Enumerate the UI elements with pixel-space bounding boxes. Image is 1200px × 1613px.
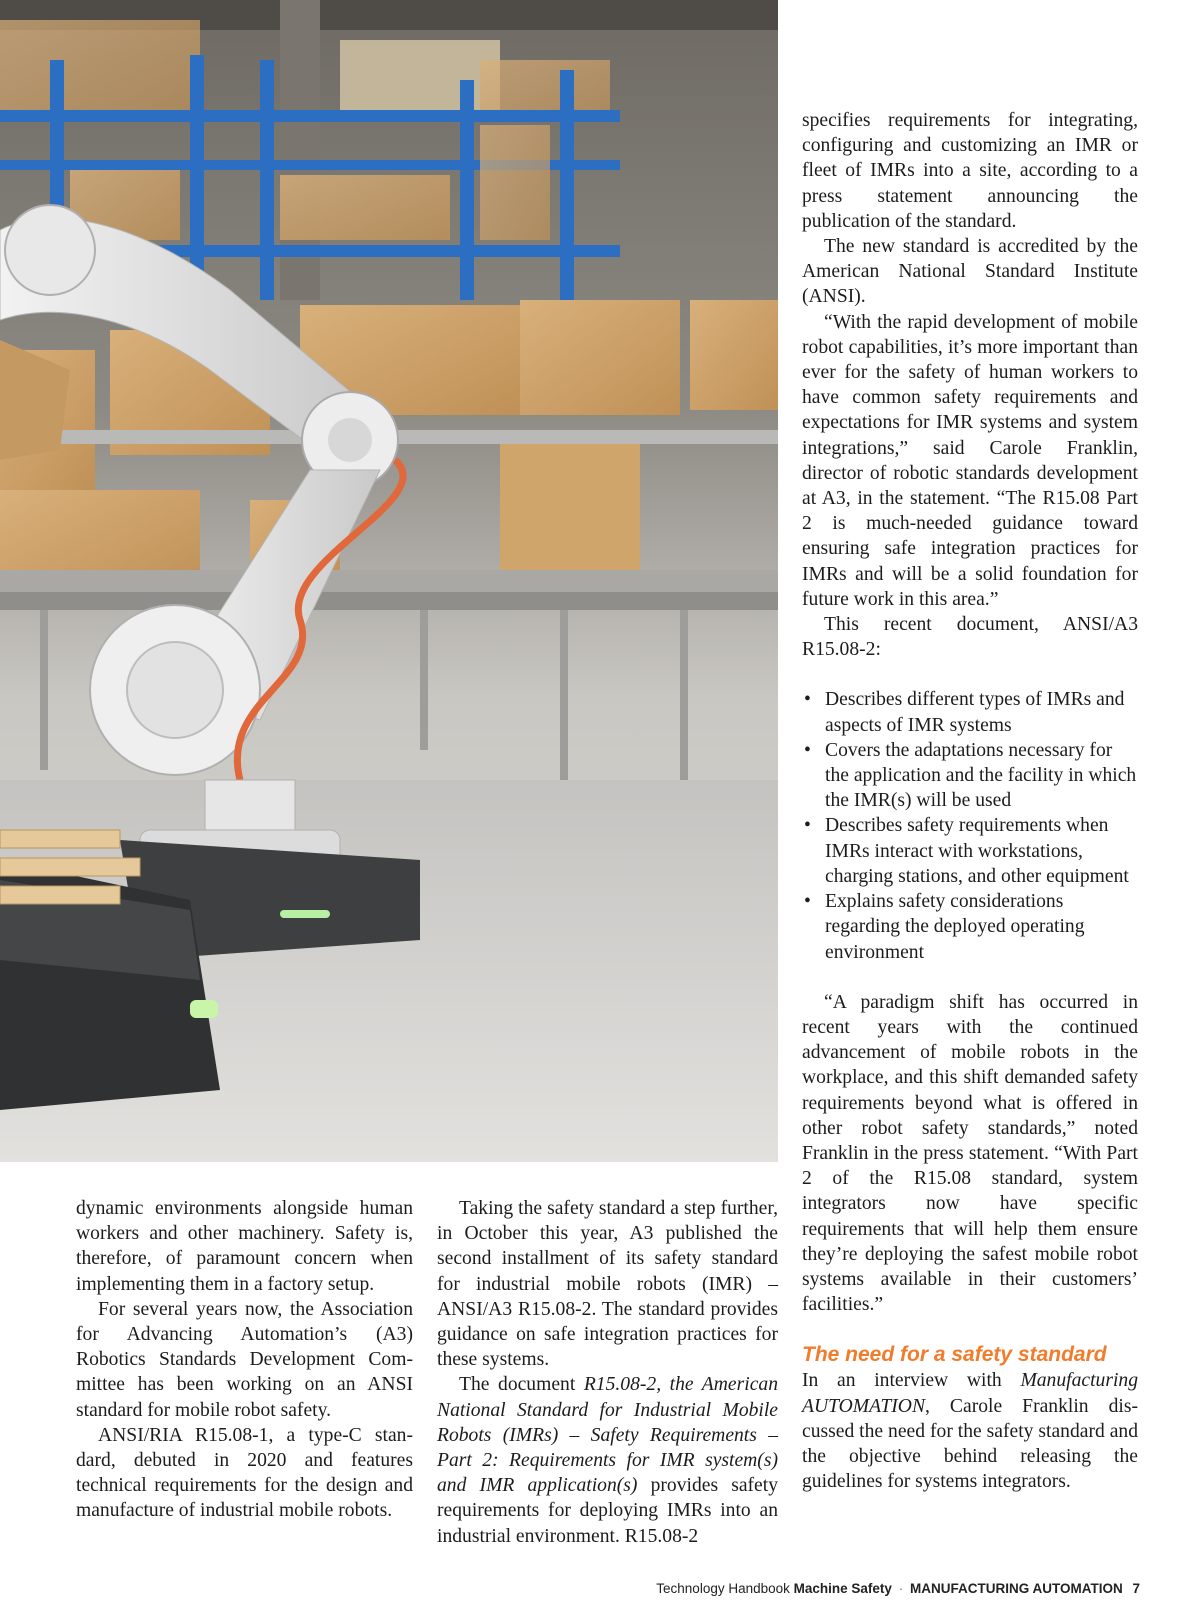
article-column-2 — [437, 1196, 778, 1549]
footer-publication: Technology Handbook — [656, 1581, 790, 1596]
section-subheading: The need for a safety standard — [802, 1343, 1107, 1367]
footer-separator: · — [898, 1581, 904, 1596]
list-item: • Explains safety considerations regarding the deployed operating environment — [802, 889, 1138, 965]
page-number: 7 — [1132, 1581, 1140, 1596]
body-text: provides safety requirements for deploying IMRs into an industrial environment. R15.08-2 — [437, 1475, 778, 1547]
body-paragraph: dynamic environments alongside human workers and other machinery. Safety is, therefore, of paramount concern when implementing them in a factory setup. — [76, 1198, 413, 1295]
body-paragraph: The new standard is accredited by the American National Standard Institute (ANSI). — [802, 236, 1138, 308]
document-title-italic: R15.08-2, the American National Standard for Industrial Mobile Robots (IMRs) – Safety Requirements – Part 2: Requirements for IMR system(s) and IMR application(s) — [437, 1374, 778, 1497]
publication-name-italic: Manufacturing AUTOMATION — [802, 1370, 1138, 1417]
standard-features-list — [802, 687, 1138, 964]
list-item: • Covers the adaptations necessary for the application and the facility in which the IMR(s) will be used — [802, 738, 1138, 814]
footer-section: Machine Safety — [793, 1581, 892, 1596]
footer-magazine: MANUFACTURING AUTOMATION — [909, 1581, 1123, 1596]
body-paragraph: Taking the safety standard a step further, in October this year, A3 published the second installment of its safety standard for industrial mobile robots (IMR) – ANSI/A3 R15.08-2. The standard provides guidance on safe integration practices for these systems. — [437, 1198, 778, 1371]
list-item: • Describes different types of IMRs and aspects of IMR systems — [802, 687, 1138, 737]
body-text: , Carole Franklin discussed the need for the safety standard and the objective behind releasing the guidelines for systems integrators. — [802, 1395, 1138, 1493]
body-paragraph — [437, 1372, 778, 1548]
body-paragraph — [802, 1368, 1138, 1494]
page-footer — [608, 1581, 1140, 1596]
quote-paragraph: “With the rapid development of mobile robot capabilities, it’s more important than ever for the safety of human workers to have common safety requirements and expectations for IMR systems and system integrations,” said Carole Franklin, director of robotic standards development at A3, in the statement. “The R15.08 Part 2 is much-needed guidance toward ensuring safe integration practices for IMRs and will be a solid foundation for future work in this area.” — [802, 311, 1138, 610]
body-paragraph: specifies requirements for integrating, configuring and customizing an IMR or fleet of IMRs into a site, according to a press statement announcing the publication of the standard. — [802, 110, 1138, 232]
body-paragraph: This recent document, ANSI/A3 R15.08-2: — [802, 614, 1138, 661]
body-paragraph: For several years now, the Association for Advancing Automation’s (A3) Robotics Standards Development Committee has been working on an ANSI standard for mobile robot safety. — [76, 1298, 413, 1421]
article-column-1 — [76, 1196, 413, 1524]
robot-arm-warehouse-illustration — [0, 0, 778, 1162]
body-text: In an interview with — [802, 1370, 1021, 1392]
body-paragraph: ANSI/RIA R15.08-1, a type-C standard, debuted in 2020 and features technical requirements for the design and manufacture of industrial mobile robots. — [76, 1424, 413, 1522]
article-photo — [0, 0, 778, 1162]
article-column-3 — [802, 108, 1138, 1494]
list-item: • Describes safety requirements when IMRs interact with workstations, charging stations, and other equipment — [802, 813, 1138, 889]
quote-paragraph: “A paradigm shift has occurred in recent years with the continued advancement of mobile robots in the workplace, and this shift demanded safety requirements beyond what is offered in other robot safety standards,” noted Franklin in the press statement. “With Part 2 of the R15.08 standard, system integrators now have specific requirements that will help them ensure they’re deploying the safest mobile robot systems available in their customers’ facilities.” — [802, 991, 1138, 1316]
body-text: The document — [459, 1374, 584, 1396]
